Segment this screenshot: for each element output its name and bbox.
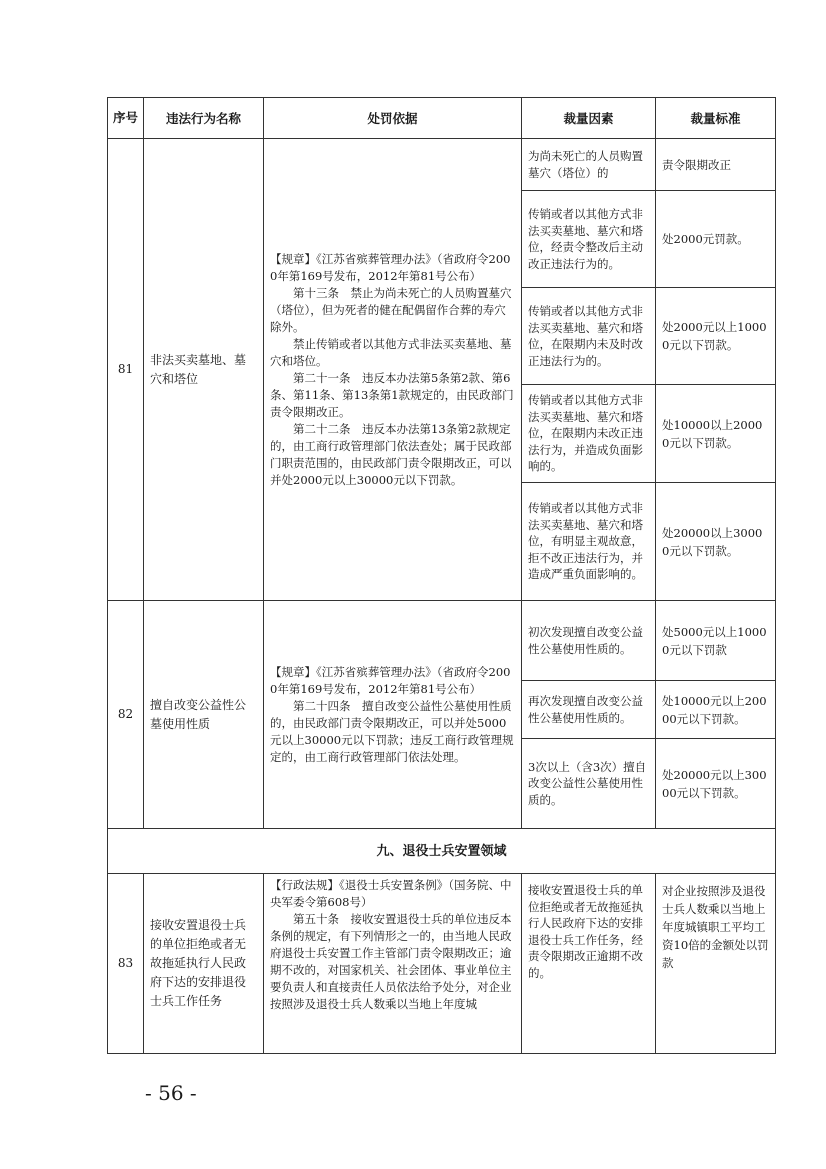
row-basis [264,601,522,829]
row-basis [264,139,522,601]
standard-cell: 对企业按照涉及退役士兵人数乘以当地上年度城镇职工平均工资10倍的金额处以罚款 [656,874,776,1054]
factor-cell: 为尚未死亡的人员购置墓穴（塔位）的 [522,139,656,191]
table-row [108,139,776,191]
basis-paragraph: 第十三条 禁止为尚未死亡的人员购置墓穴（塔位），但为死者的健在配偶留作合葬的寿穴除外。 [270,285,512,334]
row-violation-name: 非法买卖墓地、墓穴和塔位 [144,139,264,601]
section-title: 九、退役士兵安置领域 [108,829,776,874]
basis-paragraph: 第二十一条 违反本办法第5条第2款、第6条、第11条、第13条第1款规定的，由民政部门责令限期改正。 [270,370,514,419]
section-row [108,829,776,874]
row-basis [264,874,522,1054]
factor-cell: 传销或者以其他方式非法买卖墓地、墓穴和塔位，在限期内未及时改正违法行为的。 [522,288,656,385]
header-name: 违法行为名称 [144,98,264,139]
row-seq: 81 [108,139,144,601]
table-row [108,601,776,681]
factor-cell: 接收安置退役士兵的单位拒绝或者无故拖延执行人民政府下达的安排退役士兵工作任务，经责令限期改正逾期不改的。 [522,874,656,1054]
basis-paragraph: 第二十四条 擅自改变公益性公墓使用性质的，由民政部门责令限期改正，可以并处5000元以上30000元以下罚款；违反工商行政管理规定的，由工商行政管理部门依法处理。 [270,698,514,764]
factor-cell: 初次发现擅自改变公益性公墓使用性质的。 [522,601,656,681]
standard-cell: 处20000元以上30000元以下罚款。 [656,739,776,829]
basis-paragraph: 第五十条 接收安置退役士兵的单位违反本条例的规定，有下列情形之一的，由当地人民政府退役士兵安置工作主管部门责令限期改正；逾期不改的，对国家机关、社会团体、事业单位主要负责人和直接责任人员依法给予处分，对企业按照涉及退役士兵人数乘以当地上年度城 [270,912,512,1011]
header-seq: 序号 [108,98,144,139]
standard-cell: 处20000以上30000元以下罚款。 [656,483,776,601]
factor-cell: 传销或者以其他方式非法买卖墓地、墓穴和塔位，在限期内未改正违法行为，并造成负面影响的。 [522,385,656,483]
header-factor: 裁量因素 [522,98,656,139]
basis-paragraph: 第二十二条 违反本办法第13条第2款规定的，由工商行政管理部门依法查处；属于民政部门职责范围的，由民政部门责令限期改正，可以并处2000元以上30000元以下罚款。 [270,421,512,487]
penalty-table [107,97,776,1054]
standard-cell: 处10000以上20000元以下罚款。 [656,385,776,483]
standard-cell: 处5000元以上10000元以下罚款 [656,601,776,681]
standard-cell: 责令限期改正 [656,139,776,191]
factor-cell: 传销或者以其他方式非法买卖墓地、墓穴和塔位，有明显主观故意，拒不改正违法行为，并造成严重负面影响的。 [522,483,656,601]
basis-paragraph: 禁止传销或者以其他方式非法买卖墓地、墓穴和塔位。 [270,336,512,368]
standard-cell: 处2000元以上10000元以下罚款。 [656,288,776,385]
basis-title: 【行政法规】《退役士兵安置条例》（国务院、中央军委令第608号） [270,878,512,909]
basis-title: 【规章】《江苏省殡葬管理办法》（省政府令2000年第169号发布，2012年第81号公布） [270,664,511,696]
factor-cell: 3次以上（含3次）擅自改变公益性公墓使用性质的。 [522,739,656,829]
page-number: - 56 - [145,1081,197,1105]
table-row [108,874,776,1054]
row-violation-name: 接收安置退役士兵的单位拒绝或者无故拖延执行人民政府下达的安排退役士兵工作任务 [144,874,264,1054]
standard-cell: 处2000元罚款。 [656,191,776,288]
factor-cell: 再次发现擅自改变公益性公墓使用性质的。 [522,681,656,739]
row-seq: 82 [108,601,144,829]
row-violation-name: 擅自改变公益性公墓使用性质 [144,601,264,829]
basis-title: 【规章】《江苏省殡葬管理办法》（省政府令2000年第169号发布，2012年第81号公布） [270,251,511,283]
table-header-row [108,98,776,139]
header-standard: 裁量标准 [656,98,776,139]
row-seq: 83 [108,874,144,1054]
standard-cell: 处10000元以上20000元以下罚款。 [656,681,776,739]
header-basis: 处罚依据 [264,98,522,139]
factor-cell: 传销或者以其他方式非法买卖墓地、墓穴和塔位，经责令整改后主动改正违法行为的。 [522,191,656,288]
